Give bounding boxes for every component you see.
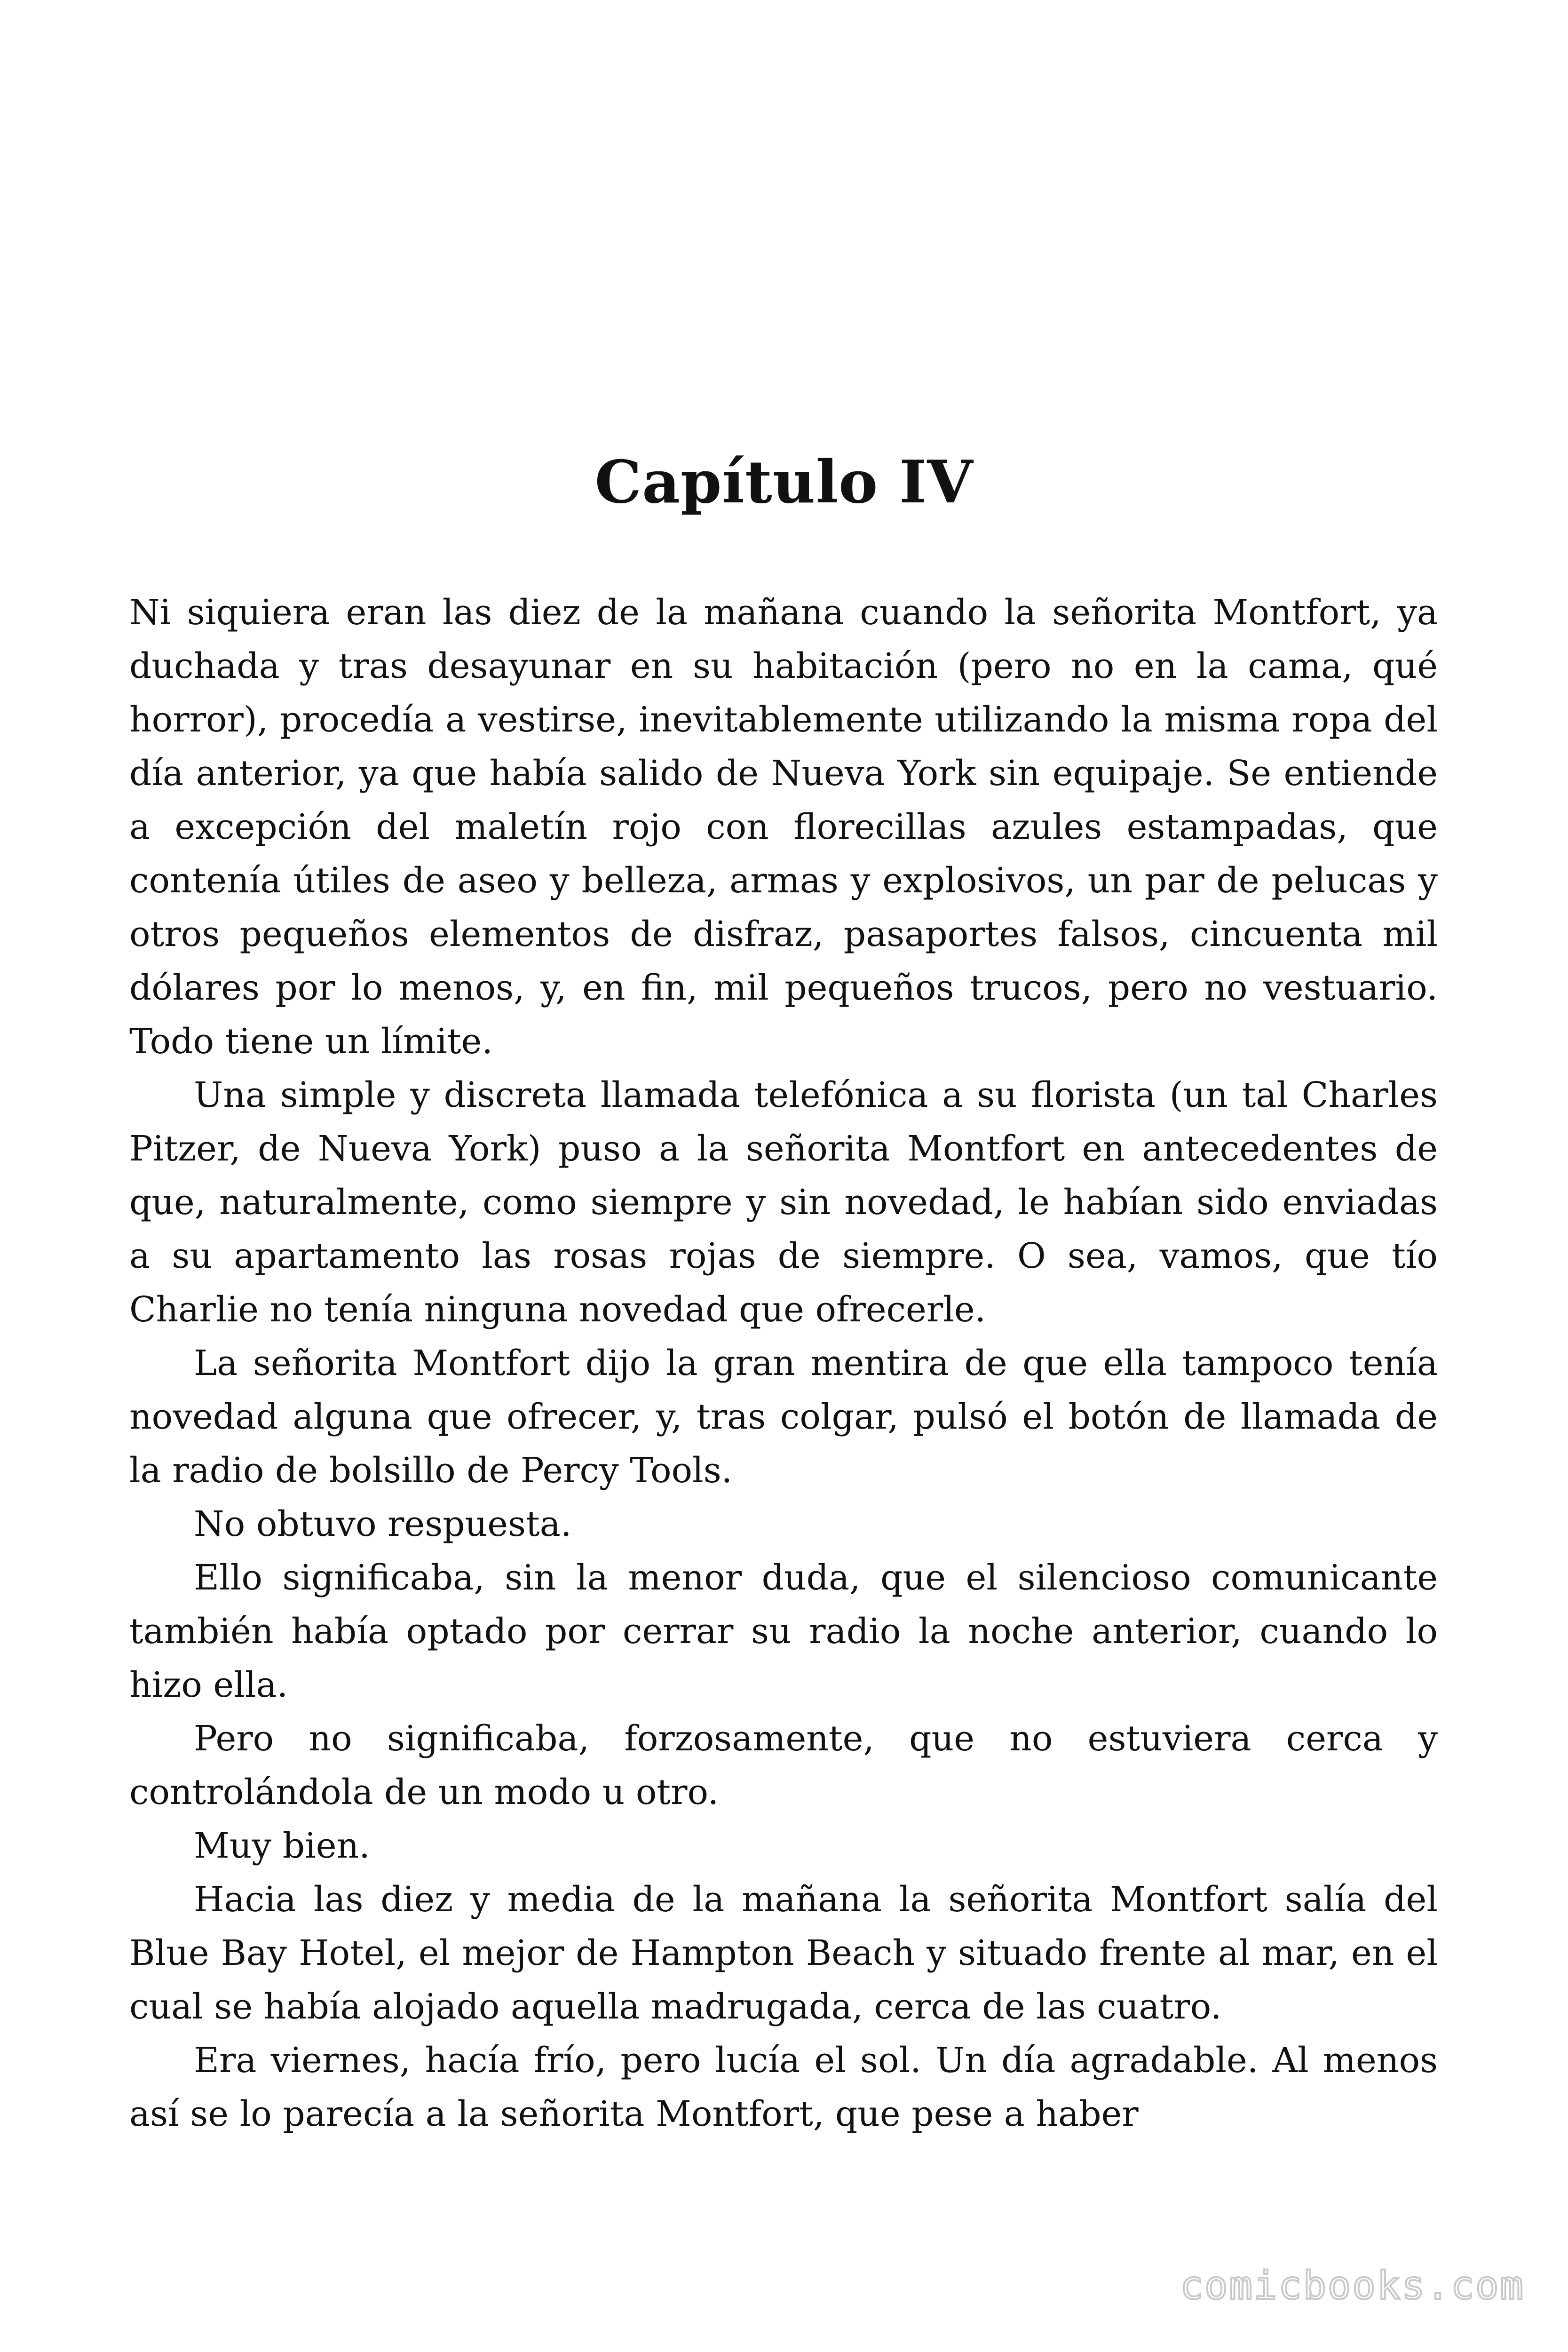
paragraph: Ni siquiera eran las diez de la mañana cuando la señorita Montfort, ya duchada y tras desayunar en su habitación (pero no en la cama, qué horror), procedía a vestirse, inevitablemente utilizando la misma ropa del día anterior, ya que había salido de Nueva York sin equipaje. Se entiende a excepción del maletín rojo con florecillas azules estampadas, que contenía útiles de aseo y belleza, armas y explosivos, un par de pelucas y otros pequeños elementos de disfraz, pasaportes falsos, cincuenta mil dólares por lo menos, y, en fin, mil pequeños trucos, pero no vestuario. Todo tiene un límite. xyxy=(129,592,1438,1062)
paragraph: Pero no significaba, forzosamente, que no estuviera cerca y controlándola de un modo u otro. xyxy=(129,1718,1438,1812)
paragraph: Ello significaba, sin la menor duda, que el silencioso comunicante también había optado por cerrar su radio la noche anterior, cuando lo hizo ella. xyxy=(129,1557,1438,1705)
paragraph: La señorita Montfort dijo la gran mentira de que ella tampoco tenía novedad alguna que ofrecer, y, tras colgar, pulsó el botón de llamada de la radio de bolsillo de Percy Tools. xyxy=(129,1343,1438,1491)
chapter-title: Capítulo IV xyxy=(594,448,974,516)
paragraph: No obtuvo respuesta. xyxy=(194,1504,572,1544)
paragraph: Hacia las diez y media de la mañana la señorita Montfort salía del Blue Bay Hotel, el mejor de Hampton Beach y situado frente al mar, en el cual se había alojado aquella madrugada, cerca de las cuatro. xyxy=(129,1879,1438,2027)
paragraph: Muy bien. xyxy=(194,1826,370,1866)
paragraph: Era viernes, hacía frío, pero lucía el sol. Un día agradable. Al menos así se lo parecía a la señorita Montfort, que pese a haber xyxy=(129,2040,1438,2134)
chapter-body xyxy=(129,586,1438,2141)
paragraph: Una simple y discreta llamada telefónica a su florista (un tal Charles Pitzer, de Nueva York) puso a la señorita Montfort en antecedentes de que, naturalmente, como siempre y sin novedad, le habían sido enviadas a su apartamento las rosas rojas de siempre. O sea, vamos, que tío Charlie no tenía ninguna novedad que ofrecerle. xyxy=(129,1075,1438,1330)
watermark-text: comicbooks.com xyxy=(1180,2264,1525,2308)
